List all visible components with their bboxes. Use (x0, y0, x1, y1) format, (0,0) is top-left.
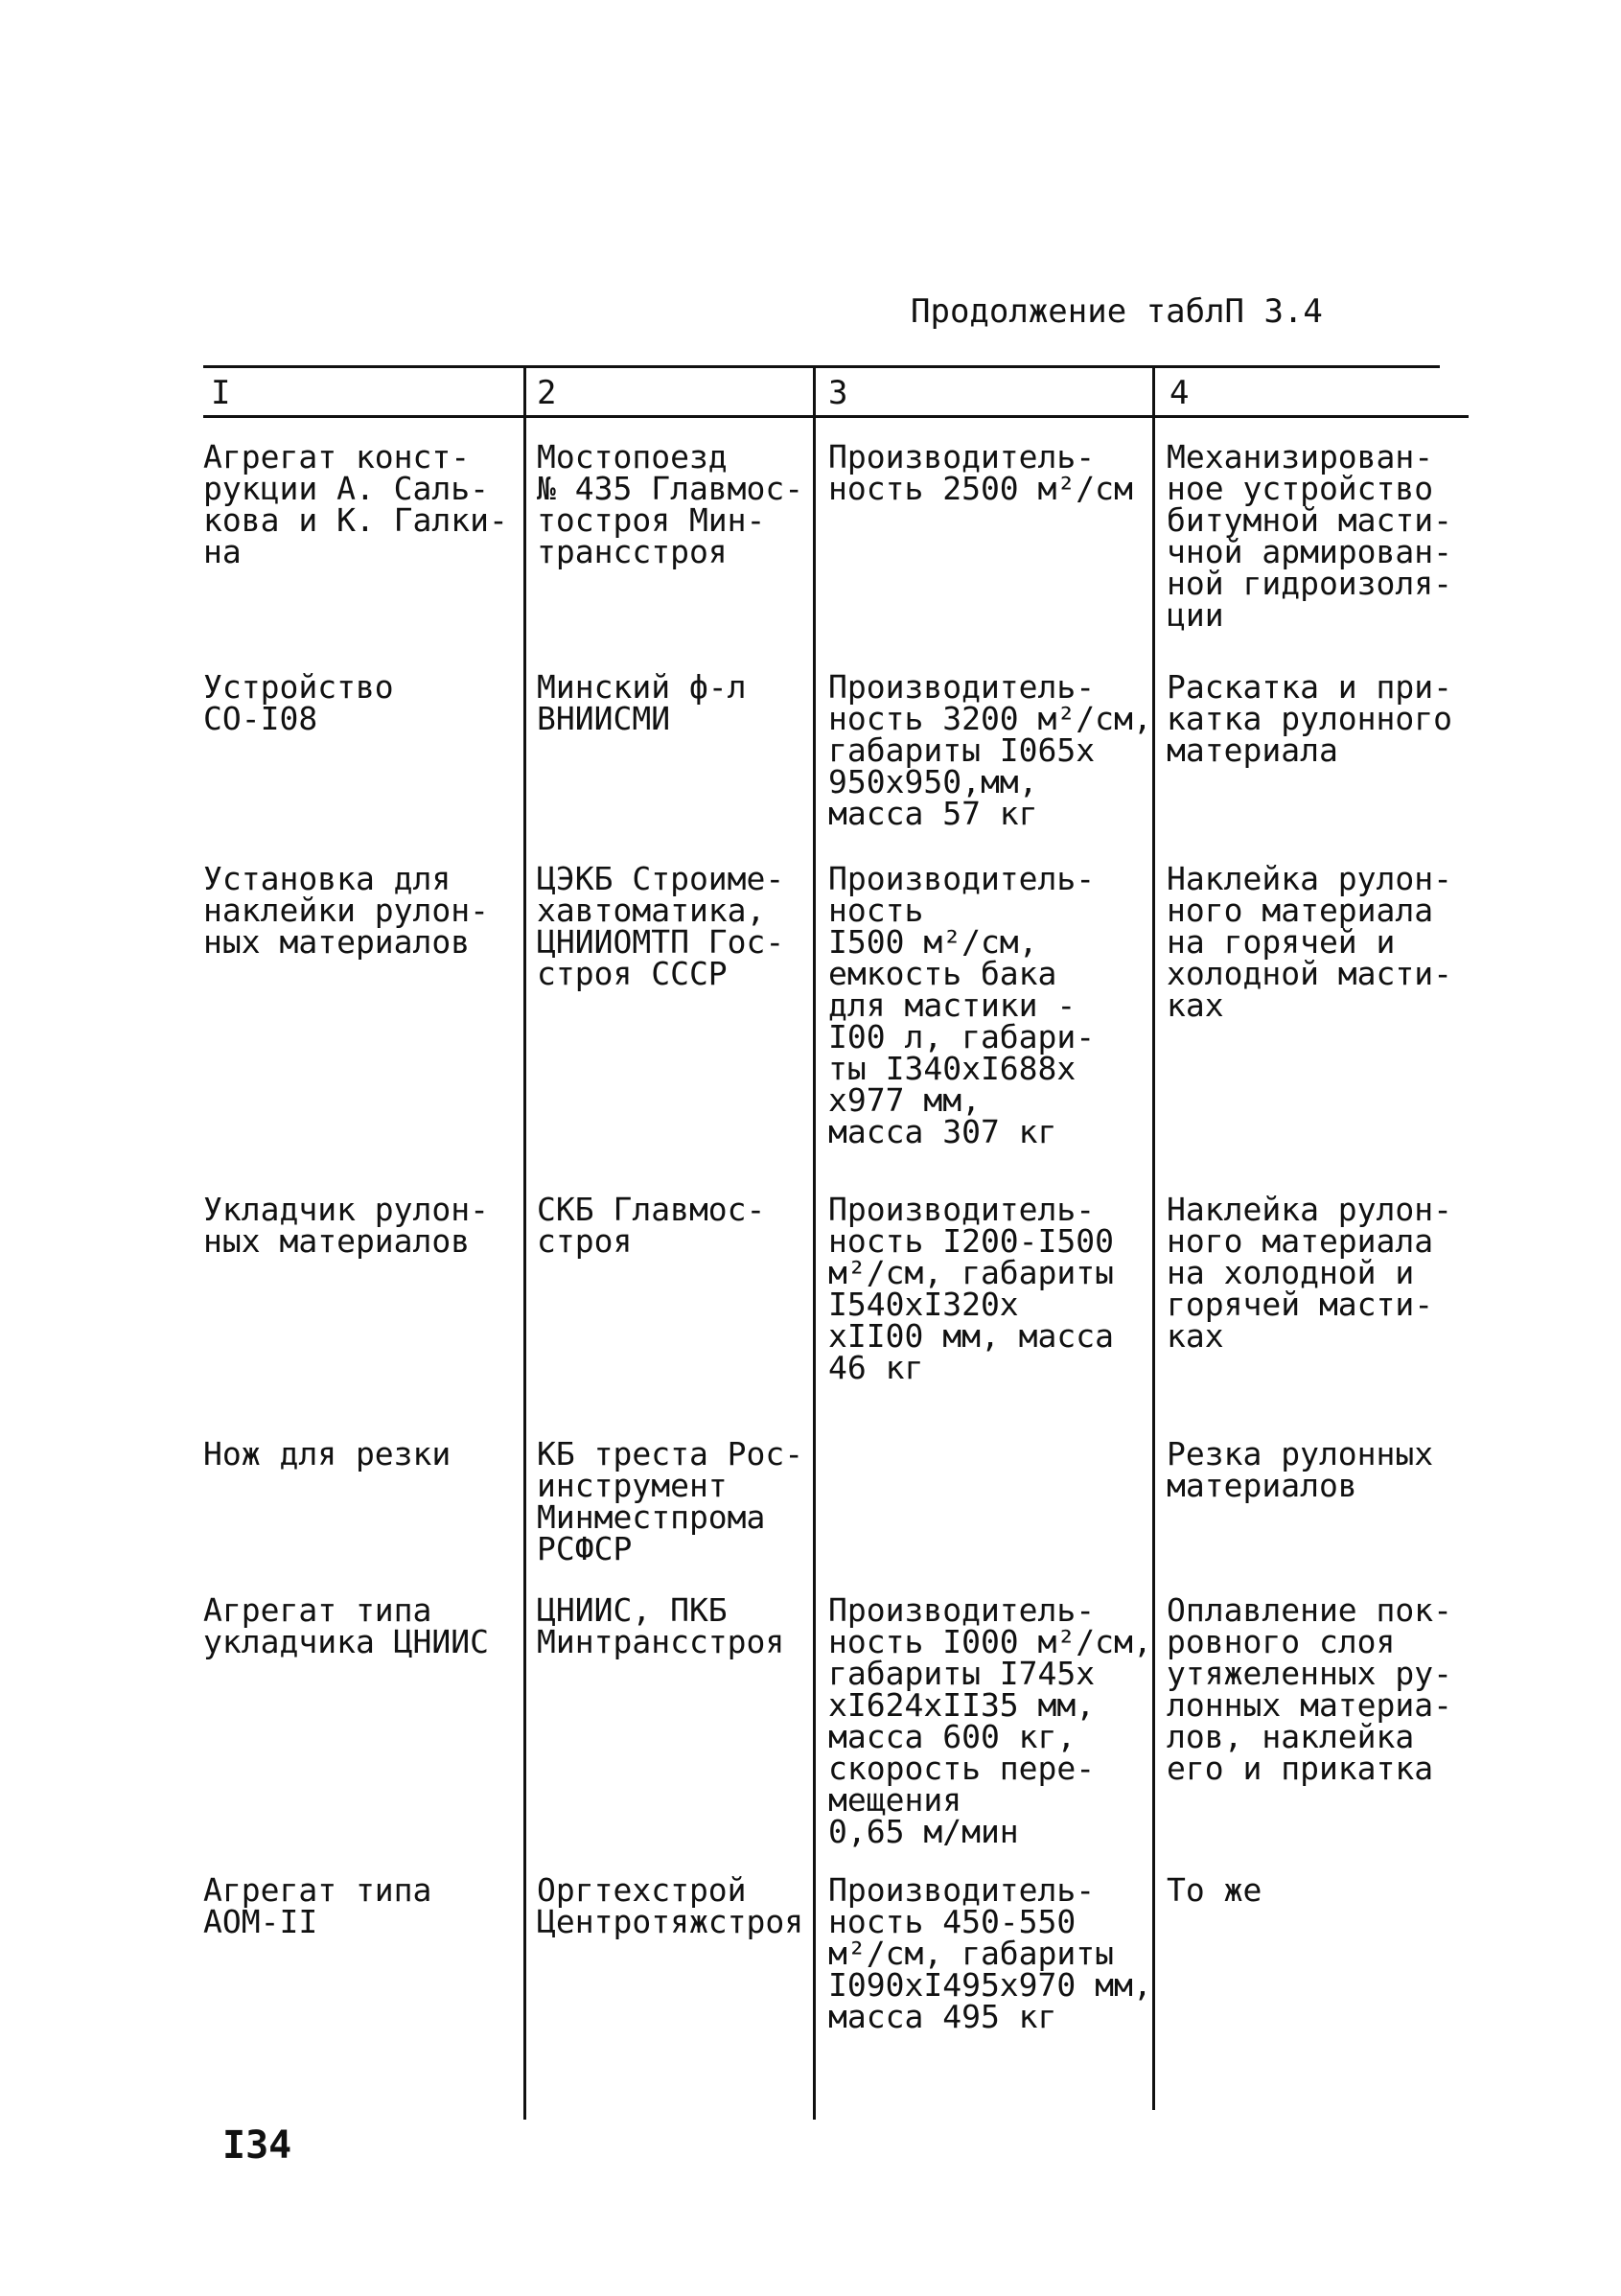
column-header-2: 2 (537, 374, 557, 412)
row4-purpose: Наклейка рулон- ного материала на холодной и горячей масти- ках (1167, 1191, 1453, 1355)
row3-name: Установка для наклейки рулон- ных материалов (203, 860, 490, 961)
row4-name: Укладчик рулон- ных материалов (203, 1191, 490, 1260)
row1-developer: Мостопоезд № 435 Главмос- тостроя Мин- трансстроя (537, 438, 804, 570)
row7-specs: Производитель- ность 450-550 м²/см, габариты I090хI495х970 мм, масса 495 кг (828, 1871, 1152, 2035)
row3-developer: ЦЭКБ Строиме- хавтоматика, ЦНИИОМТП Гос- строя СССР (537, 860, 785, 992)
row2-purpose: Раскатка и при- катка рулонного материала (1167, 668, 1453, 769)
row7-developer: Оргтехстрой Центротяжстроя (537, 1871, 804, 1940)
row5-purpose: Резка рулонных материалов (1167, 1435, 1434, 1504)
column-header-3: 3 (828, 374, 848, 412)
row4-specs: Производитель- ность I200-I500 м²/см, габариты I540хI320х хII00 мм, масса 46 кг (828, 1191, 1115, 1386)
row6-name: Агрегат типа укладчика ЦНИИС (203, 1591, 490, 1660)
table-header-rule (203, 415, 1469, 418)
table-top-rule (203, 365, 1440, 368)
row6-purpose: Оплавление пок- ровного слоя утяжеленных ру- лонных материа- лов, наклейка его и прикатка (1167, 1591, 1453, 1787)
row2-name: Устройство СО-I08 (203, 668, 394, 737)
row3-specs: Производитель- ность I500 м²/см, емкость бака для мастики - I00 л, габари- ты I340хI688х х977 мм, масса 307 кг (828, 860, 1096, 1150)
row2-developer: Минский ф-л ВНИИСМИ (537, 668, 747, 737)
column-header-4: 4 (1169, 374, 1190, 412)
row6-specs: Производитель- ность I000 м²/см, габариты I745х хI624хII35 мм, масса 600 кг, скорость пере- мещения 0,65 м/мин (828, 1591, 1152, 1850)
column-divider-1 (523, 365, 526, 2120)
row4-developer: СКБ Главмос- строя (537, 1191, 766, 1260)
row1-purpose: Механизирован- ное устройство битумной масти- чной армирован- ной гидроизоля- ции (1167, 438, 1453, 634)
row7-name: Агрегат типа АОМ-II (203, 1871, 432, 1940)
row5-developer: КБ треста Рос- инструмент Минместпрома РСФСР (537, 1435, 804, 1567)
page-number: I34 (222, 2123, 292, 2168)
row1-name: Агрегат конст- рукции А. Саль- кова и К. Галки- на (203, 438, 508, 570)
row3-purpose: Наклейка рулон- ного материала на горячей и холодной масти- ках (1167, 860, 1453, 1024)
row6-developer: ЦНИИС, ПКБ Минтрансстроя (537, 1591, 785, 1660)
row7-purpose: То же (1167, 1871, 1262, 1909)
row1-specs: Производитель- ность 2500 м²/см (828, 438, 1133, 507)
row5-name: Нож для резки (203, 1435, 452, 1473)
row2-specs: Производитель- ность 3200 м²/см, габариты I065х 950х950,мм, масса 57 кг (828, 668, 1152, 832)
column-header-1: I (211, 374, 231, 412)
table-continuation-label: Продолжение таблП 3.4 (911, 292, 1323, 331)
